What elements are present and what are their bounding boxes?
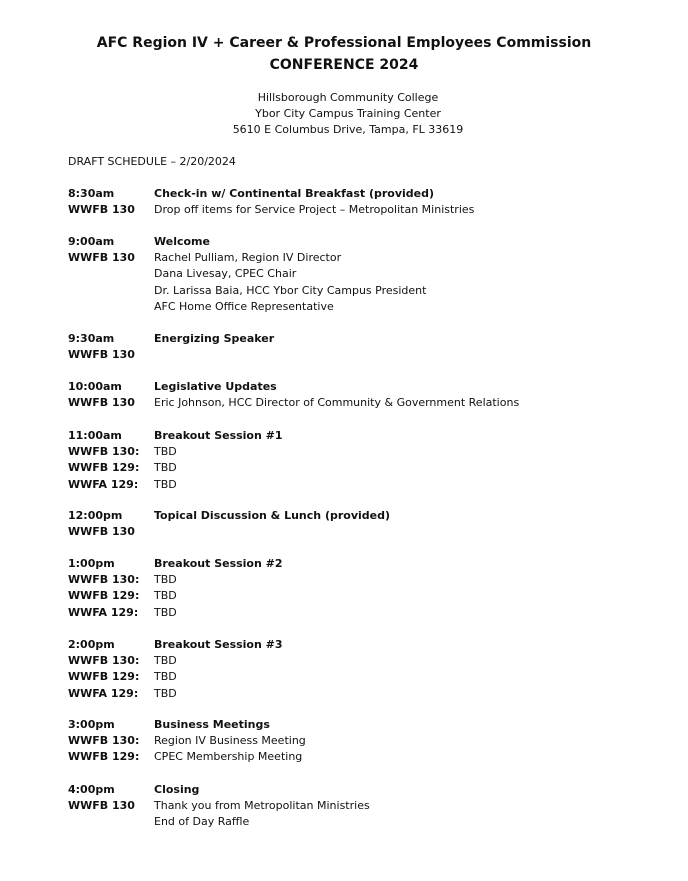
block-time: 1:00pm (68, 557, 115, 570)
block-detail: Drop off items for Service Project – Metropolitan Ministries (154, 203, 475, 217)
block-detail: Dr. Larissa Baia, HCC Ybor City Campus President (154, 283, 427, 297)
conference-title: AFC Region IV + Career & Professional Employees Commission (96, 35, 592, 51)
block-location: WWFB 129: (68, 461, 140, 475)
block-time: 9:00am (68, 235, 115, 248)
block-detail: TBD (154, 589, 177, 603)
block-detail: TBD (154, 573, 177, 587)
block-title: Breakout Session #1 (154, 429, 283, 442)
block-location: WWFB 130: (68, 654, 140, 668)
block-time: 10:00am (68, 380, 122, 393)
block-location: WWFB 129: (68, 589, 140, 603)
block-title: Energizing Speaker (154, 332, 275, 345)
block-location: WWFA 129: (68, 605, 139, 619)
block-detail: AFC Home Office Representative (154, 299, 334, 313)
block-time: 12:00pm (68, 509, 123, 522)
block-detail: TBD (154, 686, 177, 700)
block-title: Breakout Session #2 (154, 557, 283, 570)
block-location (68, 299, 154, 315)
venue-address: 5610 E Columbus Drive, Tampa, FL 33619 (232, 123, 464, 136)
block-time: 2:00pm (68, 638, 115, 651)
schedule-block (68, 782, 668, 831)
block-detail: Rachel Pulliam, Region IV Director (154, 251, 342, 265)
block-detail (154, 524, 668, 540)
block-location: WWFA 129: (68, 477, 139, 491)
schedule-block (68, 508, 668, 540)
venue-building: Ybor City Campus Training Center (255, 107, 441, 120)
block-location (68, 814, 154, 830)
block-detail: TBD (154, 445, 177, 459)
block-detail: Eric Johnson, HCC Director of Community & Government Relations (154, 396, 520, 410)
block-title: Business Meetings (154, 718, 270, 731)
block-title: Legislative Updates (154, 380, 277, 393)
block-time: 9:30am (68, 332, 115, 345)
schedule-block (68, 234, 668, 315)
schedule-block (68, 331, 668, 363)
block-title: Topical Discussion & Lunch (provided) (154, 509, 391, 522)
block-location: WWFB 130: (68, 573, 140, 587)
block-detail: TBD (154, 477, 177, 491)
block-location (68, 283, 154, 299)
block-detail: Region IV Business Meeting (154, 734, 306, 748)
block-detail: TBD (154, 605, 177, 619)
block-location: WWFA 129: (68, 686, 139, 700)
block-detail: CPEC Membership Meeting (154, 750, 303, 764)
block-time: 8:30am (68, 187, 115, 200)
block-detail: TBD (154, 654, 177, 668)
schedule-block (68, 717, 668, 766)
block-location: WWFB 129: (68, 670, 140, 684)
block-detail: TBD (154, 670, 177, 684)
block-title: Breakout Session #3 (154, 638, 283, 651)
block-location: WWFB 130: (68, 445, 140, 459)
schedule-block (68, 186, 668, 218)
schedule-block (68, 428, 668, 493)
block-location: WWFB 130: (68, 734, 140, 748)
block-location: WWFB 129: (68, 750, 140, 764)
block-detail (154, 347, 668, 363)
block-detail: TBD (154, 461, 177, 475)
block-location (68, 266, 154, 282)
block-time: 3:00pm (68, 718, 115, 731)
block-detail: Thank you from Metropolitan Ministries (154, 799, 370, 813)
block-time: 11:00am (68, 429, 122, 442)
block-time: 4:00pm (68, 783, 115, 796)
block-detail: End of Day Raffle (154, 815, 250, 829)
block-location: WWFB 130 (68, 251, 135, 265)
block-location: WWFB 130 (68, 348, 135, 362)
block-location: WWFB 130 (68, 396, 135, 410)
schedule-block (68, 637, 668, 702)
schedule-block (68, 556, 668, 621)
conference-subtitle: CONFERENCE 2024 (269, 57, 419, 73)
schedule-block (68, 379, 668, 411)
block-title: Check-in w/ Continental Breakfast (provided) (154, 187, 435, 200)
block-location: WWFB 130 (68, 525, 135, 539)
draft-schedule-label: DRAFT SCHEDULE – 2/20/2024 (68, 155, 236, 168)
block-title: Welcome (154, 235, 210, 248)
block-title: Closing (154, 783, 200, 796)
venue-name: Hillsborough Community College (257, 91, 439, 104)
block-detail: Dana Livesay, CPEC Chair (154, 267, 297, 281)
block-location: WWFB 130 (68, 799, 135, 813)
block-location: WWFB 130 (68, 203, 135, 217)
